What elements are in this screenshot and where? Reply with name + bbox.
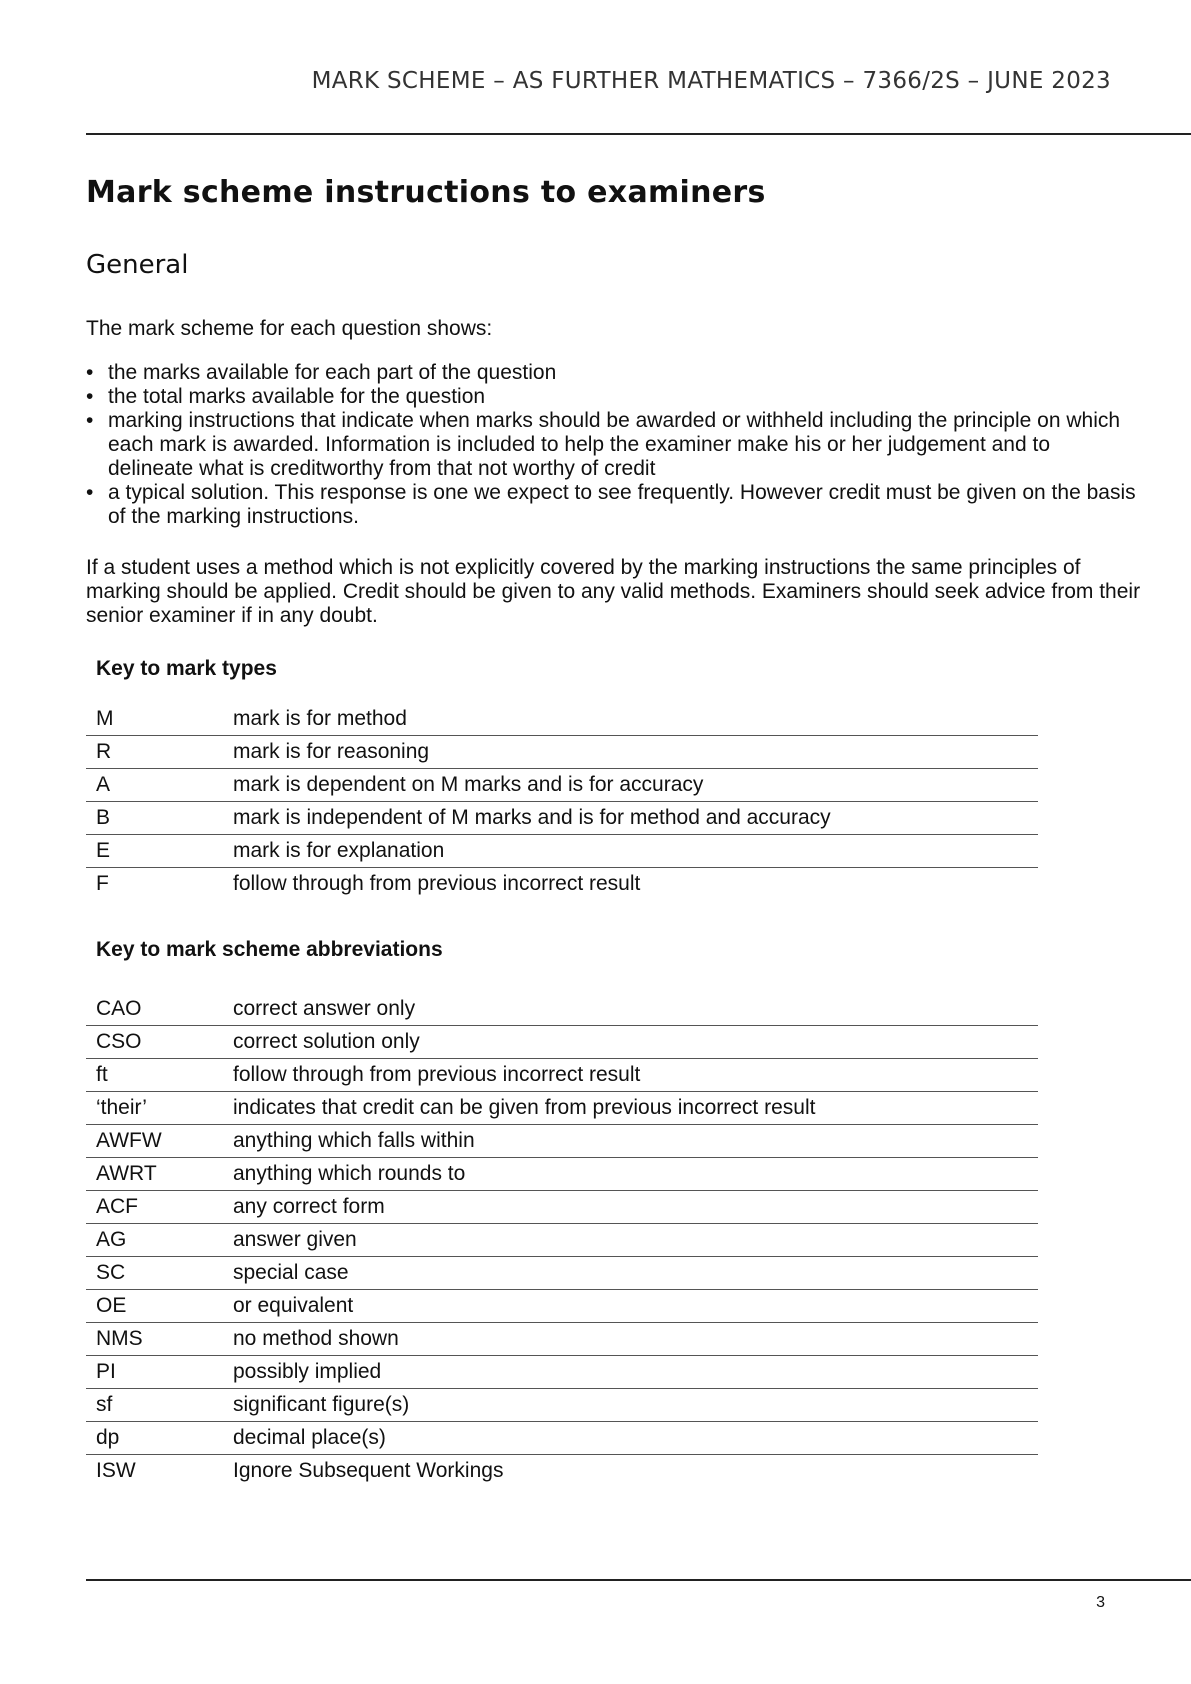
table-row — [86, 1356, 1038, 1389]
bullet-item — [86, 409, 1136, 481]
page-title: Mark scheme instructions to examiners — [86, 175, 766, 210]
table-row — [86, 1455, 1038, 1488]
key-code: CSO — [86, 1026, 233, 1059]
key-description: special case — [233, 1257, 1038, 1290]
key-description: or equivalent — [233, 1290, 1038, 1323]
bullet-icon: • — [86, 361, 94, 384]
key-description: significant figure(s) — [233, 1389, 1038, 1422]
table-row — [86, 1092, 1038, 1125]
table-row — [86, 1389, 1038, 1422]
table-row — [86, 1224, 1038, 1257]
page-number: 3 — [1096, 1594, 1105, 1611]
key-code: E — [86, 835, 233, 868]
key-description: mark is for method — [233, 707, 407, 730]
key-description: mark is for reasoning — [233, 736, 1038, 769]
mark-types-caption: Key to mark types — [96, 657, 277, 680]
key-description: possibly implied — [233, 1356, 1038, 1389]
key-code: SC — [86, 1257, 233, 1290]
table-row — [86, 1125, 1038, 1158]
abbreviations-table — [86, 993, 1038, 1487]
key-code: NMS — [86, 1323, 233, 1356]
bullet-icon: • — [86, 481, 94, 504]
table-row — [86, 1158, 1038, 1191]
key-description: indicates that credit can be given from previous incorrect result — [233, 1092, 1038, 1125]
bullet-list — [86, 361, 1136, 529]
table-row — [86, 1026, 1038, 1059]
key-code: F — [86, 868, 233, 901]
key-description: anything which rounds to — [233, 1158, 1038, 1191]
bullet-text: the marks available for each part of the question — [108, 361, 557, 384]
table-row — [86, 802, 1038, 835]
abbreviations-caption: Key to mark scheme abbreviations — [96, 938, 443, 961]
intro-text: The mark scheme for each question shows: — [86, 317, 493, 340]
key-code: ACF — [86, 1191, 233, 1224]
bullet-icon: • — [86, 385, 94, 408]
key-code: ‘their’ — [86, 1092, 233, 1125]
table-row — [86, 1323, 1038, 1356]
key-description: follow through from previous incorrect result — [233, 868, 1038, 901]
key-code: OE — [86, 1290, 233, 1323]
header-rule — [86, 133, 1191, 135]
bullet-item — [86, 361, 1136, 385]
table-row — [86, 1290, 1038, 1323]
bullet-item — [86, 481, 1136, 529]
key-code: A — [86, 769, 233, 802]
key-code: AWRT — [86, 1158, 233, 1191]
key-code: dp — [86, 1422, 233, 1455]
bullet-icon: • — [86, 409, 94, 432]
key-description: decimal place(s) — [233, 1422, 1038, 1455]
table-row — [86, 1191, 1038, 1224]
key-code: B — [86, 802, 233, 835]
key-code: sf — [86, 1389, 233, 1422]
mark-types-table — [86, 703, 1038, 900]
bullet-item — [86, 385, 1136, 409]
bullet-text: the total marks available for the question — [108, 385, 486, 408]
key-description: correct answer only — [233, 997, 416, 1020]
key-description: no method shown — [233, 1323, 1038, 1356]
key-code: CAO — [96, 997, 142, 1020]
table-row — [86, 736, 1038, 769]
key-code: AG — [86, 1224, 233, 1257]
table-row — [86, 1257, 1038, 1290]
key-code: M — [96, 707, 114, 730]
table-row — [86, 993, 1038, 1026]
table-row — [86, 835, 1038, 868]
bullet-text: a typical solution. This response is one we expect to see frequently. However credit must be given on the basis of the marking instructions. — [108, 481, 1136, 528]
table-row — [86, 868, 1038, 901]
section-heading: General — [86, 250, 189, 280]
bullet-text: marking instructions that indicate when marks should be awarded or withheld including the principle on which each mark is awarded. Information is included to help the examiner make his or her judgement and to delineate what is creditworthy from that not worthy of credit — [108, 409, 1121, 480]
running-header: MARK SCHEME – AS FURTHER MATHEMATICS – 7366/2S – JUNE 2023 — [311, 68, 1111, 94]
guidance-paragraph: If a student uses a method which is not explicitly covered by the marking instructions the same principles of marking should be applied. Credit should be given to any valid methods. Examiners should seek advice from their senior examiner if in any doubt. — [86, 556, 1141, 627]
key-code: R — [86, 736, 233, 769]
key-code: PI — [86, 1356, 233, 1389]
key-description: answer given — [233, 1224, 1038, 1257]
key-description: mark is independent of M marks and is for method and accuracy — [233, 802, 1038, 835]
key-code: ISW — [86, 1455, 233, 1488]
key-description: anything which falls within — [233, 1125, 1038, 1158]
key-code: AWFW — [86, 1125, 233, 1158]
key-description: any correct form — [233, 1191, 1038, 1224]
table-row — [86, 703, 1038, 736]
key-description: Ignore Subsequent Workings — [233, 1455, 1038, 1488]
table-row — [86, 1059, 1038, 1092]
table-row — [86, 769, 1038, 802]
key-description: follow through from previous incorrect result — [233, 1059, 1038, 1092]
key-description: correct solution only — [233, 1026, 1038, 1059]
key-description: mark is for explanation — [233, 835, 1038, 868]
key-description: mark is dependent on M marks and is for accuracy — [233, 769, 1038, 802]
footer-rule — [86, 1579, 1191, 1581]
key-code: ft — [86, 1059, 233, 1092]
table-row — [86, 1422, 1038, 1455]
